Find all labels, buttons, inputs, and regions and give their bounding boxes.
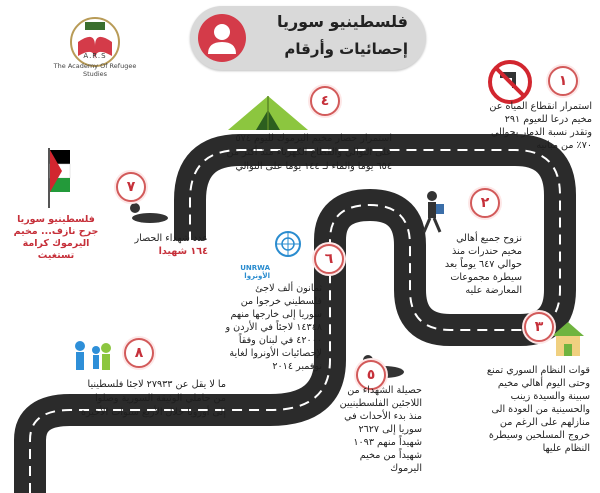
stat-line: المعارضة عليه <box>465 285 522 296</box>
stat-line: شهيداً منهم ١٠٩٣ <box>353 437 422 448</box>
stat-line: قوات النظام السوري تمنع <box>486 365 590 376</box>
stat-line: استمرار حصار مخيم اليرموك لليوم ٥٧٤ <box>235 133 392 144</box>
stat-line: استمرار انقطاع المياه عن <box>489 101 592 112</box>
stat-line: اللاجئين الفلسطينيين <box>339 398 422 409</box>
stat-line: ما لا يقل عن ٢٧٩٣٣ لاجئا فلسطينيا <box>87 379 226 390</box>
stat-line: سيطرة مجموعات <box>450 272 522 283</box>
stat-line: النظام عليها <box>542 443 590 454</box>
stat-line: حوالي ٦٤٧ يوماً بعد <box>444 259 522 270</box>
stat-line: وتقدر نسبة الدمار بحوالي <box>491 127 592 138</box>
stat-line: خروج المسلحين وسيطرة <box>488 430 590 441</box>
step-number-5: ٥ <box>356 360 386 390</box>
slogan-line: اليرموك كرامة <box>22 238 90 249</box>
unrwa-logo-icon <box>276 232 300 256</box>
stat-line: منذ بدء الأحداث في <box>344 411 422 422</box>
step-number-8: ٨ <box>124 338 154 368</box>
stat-line: ١٤٣٤٨ لاجئاً في الأردن و <box>225 322 322 333</box>
stat-line: منازلهم على الرغم من <box>499 417 590 428</box>
stat-line: من حاملي الوثيقة السورية وصلوا <box>94 393 226 404</box>
unrwa-en-label: UNRWA <box>240 264 270 272</box>
stat-line: ثمانون ألف لاجئ <box>255 283 322 294</box>
stat-line: سبينة والسيدة زينب <box>510 391 590 402</box>
stat-line: ٧٠٪ من مبانيه <box>536 140 592 151</box>
stat-line: عدد شهداء الحصار <box>134 233 208 244</box>
slogan-line: فلسطينيو سوريا <box>17 214 95 225</box>
palestine-flag-icon <box>48 148 70 208</box>
stat-line: نزوح جميع أهالي <box>456 233 522 244</box>
stat-line: اليرموك <box>390 463 422 474</box>
page-subtitle: إحصائيات وأرقام <box>284 40 408 58</box>
step-number-2: ٢ <box>470 188 500 218</box>
step-number-7: ٧ <box>116 172 146 202</box>
step-number-3: ٣ <box>524 312 554 342</box>
stat-line: إلى أوروبا خلال الأربع سنوات الأخيرة <box>80 407 226 418</box>
walking-person-icon <box>424 191 444 232</box>
page-title: فلسطينيو سوريا <box>276 12 408 31</box>
step-number-1: ١ <box>548 66 578 96</box>
slogan-line: تستغيث <box>37 250 75 261</box>
tent-icon <box>228 96 308 130</box>
stat-line: سوريا إلى خارجها منهم <box>230 309 322 320</box>
stat-line: ١٦٤ شهيدا <box>158 246 208 257</box>
stat-line: والحسينية من العودة الى <box>491 404 590 415</box>
logo-caption: The Academy Of Refugee Studies <box>53 62 137 78</box>
slogan-text <box>4 214 108 262</box>
slogan-line: جرح نازف... مخيم <box>13 226 99 237</box>
title-banner <box>190 6 426 70</box>
stat-line: نوفمبر ٢٠١٤ <box>272 361 322 372</box>
no-water-icon <box>490 62 530 102</box>
stat-line: ٤٢٠٠٠ في لبنان وفقاً <box>238 335 322 346</box>
stat-line: وحتى اليوم أهالي مخيم <box>497 378 590 389</box>
family-icon <box>75 341 111 370</box>
stat-line: على التوالي والقطاع الكهرباء منذ أكثر من <box>226 147 392 158</box>
unrwa-ar-label: الأونروا <box>244 272 270 280</box>
stat-line: سوريا إلى ٢٦٢٧ <box>358 424 422 435</box>
stat-line: مخيم درعا للعيوم ٢٩١ <box>504 114 592 125</box>
stat-line: لإحصائيات الأونروا لغاية <box>229 348 322 359</box>
stat-line: فلسطيني خرجوا من <box>240 296 322 307</box>
person-icon <box>198 14 246 62</box>
step-number-4: ٤ <box>310 86 340 116</box>
stat-line: حصيلة الشهداء من <box>347 385 422 396</box>
logo-abbreviation: A.R.S <box>83 52 107 60</box>
stat-line: شهيداً من مخيم <box>359 450 422 461</box>
martyr-figure-icon <box>130 203 168 223</box>
step-number-6: ٦ <box>314 244 344 274</box>
stat-line: مخيم حندرات منذ <box>452 246 522 257</box>
stat-line: ٦٥٤ يوما والماء لـ ١٤٤ يوما على التوالي <box>235 161 392 172</box>
